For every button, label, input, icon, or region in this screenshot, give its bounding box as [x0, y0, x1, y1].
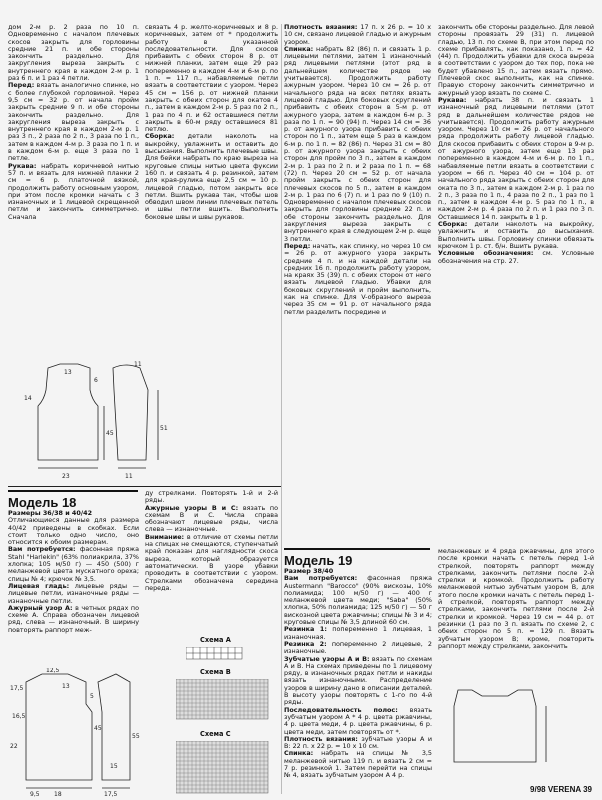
m19-need: фасонная пряжа Austermann "Barocco" (90% вискозы, 10% полиамида; 100 м/50 г) — 400 г меланжевой цвета меди; "Saba" (50% хлопка, 50% полиамида; 125 м/50 г) — 50 г вискозной цвета ржавчины; спицы № 3 и 4; круговые спицы № 3,5 длиной 60 см. [284, 574, 432, 627]
lead-plot: Плотность вязания: [284, 23, 358, 31]
m18-dim-l: 15 [110, 763, 118, 770]
col4-uo: см. Условные обозначения на стр. 27. [438, 249, 594, 265]
lead-uo: Условные обозначения: [438, 249, 534, 258]
m19-zub: вязать по схемам А и В. На схемах приведены по 1 лицевому ряду, в изнаночных рядах петли и накиды вязать изнаночными. Распределение узоров в ширину дано в описании деталей. В высоту узоры повторять с 1-го по 4-й ряды. [284, 654, 432, 707]
model19-sizes: Размер 38/40 [284, 567, 334, 575]
m19-rez1-lead: Резинка 1: [284, 625, 327, 634]
pattern-diagram-model19 [438, 686, 588, 766]
m19-rez2-lead: Резинка 2: [284, 639, 327, 648]
col2-sborka: детали наколоть на выкройку, увлажнить и оставить до высыхания. Выполнить плечевые швы. Для бейки набрать по краю выреза на круговые спицы нитью цвета фуксии 160 п. и связать 4 р. резинкой, затем для края-рулика еще 2,5 см = 10 р. лицевой гладью, потом закрыть все петли. Вшить рукава так, чтобы шов обводил швом линии плечевых петель и швы петли вшить. Выполнить боковые швы и швы рукавов. [145, 132, 278, 221]
schema-a-grid [186, 647, 246, 661]
model18-lic: лицевые ряды — лицевые петли, изнаночные ряды — изнаночные петли. [8, 581, 139, 605]
page-footer: 9/98 VERENA 39 [530, 785, 592, 794]
m18-dim-b: 13 [62, 683, 70, 690]
m18-dim-i: 9,5 [30, 791, 40, 798]
section-divider [8, 486, 282, 487]
schema-c-title: Схема С [200, 730, 231, 738]
lead-pered3: Перед: [284, 241, 311, 250]
model18-title: Модель 18 [8, 495, 77, 510]
model18-col2a: ду стрелками. Повторять 1-й и 2-й ряды. [145, 489, 278, 505]
dim-11b: 11 [134, 361, 142, 368]
col3-pered: начать, как спинку, но через 10 см = 26 р. от ажурного узора закрыть средние 4 п. и на каждой детали на средних 16 п. продолжить работу узором, на краях 35 (39) п. с обеих сторон от него вязать лицевой гладью. Убавки для боковых скруглений и пройм выполнить, как на спинке. Для V-образного выреза через 35 см = 91 р. от начального ряда петли разделить посредине и [284, 241, 431, 316]
model18-heading [8, 490, 138, 510]
model18-vn: в отличие от схемы петли на спицах не смещаются, ступенчатый край показан для наглядности скоса выреза, который образуется автоматически. В узоре убавки проводить в соответствии с узором. Стрелками обозначена середина переда. [145, 532, 278, 592]
col3-plot: 17 п. х 26 р. = 10 х 10 см, связано лицевой гладью и ажурным узором. [284, 23, 431, 46]
m18-dim-g: 45 [94, 725, 102, 732]
model18-need: фасонная пряжа Stahl "Harlekin" (63% полиакрила, 37% хлопка; 105 м/50 г) — 450 (500) г меланжевой цвета мускатного ореха; спицы № 4; крючок № 3,5. [8, 545, 139, 583]
col4-sborka: детали наколоть на выкройку, увлажнить и оставить до высыхания. Выполнить швы. Горловину спинки обвязать крючком 1 р. ст. б/н. Вшить рукава. [438, 220, 594, 250]
dim-51: 51 [160, 425, 168, 432]
m18-dim-a: 12,5 [46, 668, 60, 674]
model18-azh: в четных рядах по схеме А. Справа обозначен лицевой ряд, слева — изнаночный. В ширину повторять раппорт меж- [8, 603, 139, 634]
m19-zub-lead: Зубчатые узоры А и В: [284, 654, 370, 663]
m19-pos-lead: Последовательность полос: [284, 705, 398, 714]
pattern-diagram-model18 [6, 668, 146, 798]
schema-c-grid [176, 741, 272, 797]
col3-top-text [284, 24, 431, 316]
m19-spinka: набрать на спицы № 3,5 меланжевой нитью 119 п. и вязать 2 см = 7 р. резинкой 1. Затем перейти на спицы № 4, вязать зубчатым узором А 4 р. [284, 749, 432, 780]
model18-vn-lead: Внимание: [145, 532, 185, 541]
model18-bc-lead: Ажурные узоры В и С: [145, 503, 239, 512]
m18-dim-h: 55 [132, 733, 140, 740]
model19-col2 [438, 548, 594, 650]
m18-dim-e: 16,5 [12, 713, 26, 720]
m19-pos: вязать зубчатым узором А * 4 р. цвета ржавчины, 4 р. цвета меди, 4 р. цвета ржавчины, 6 р. цвета меди, затем повторять от *. [284, 705, 433, 736]
lead-spinka: Спинка: [284, 44, 314, 53]
model19-col1 [284, 568, 432, 780]
m18-dim-f: 22 [10, 743, 18, 750]
dim-6: 6 [94, 377, 98, 384]
model18-sizes: Размеры 36/38 и 40/42 [8, 509, 93, 517]
col1-top-text [8, 24, 139, 221]
m19-col2: меланжевых и 4 ряда ржавчины, для этого после кромки начать с петель перед 1-й стрелкой, повторять раппорт между стрелками, закончить петлями после 2-й стрелки и кромкой. Продолжить работу меланжевой нитью зубчатым узором В, для этого после кромки начать с петель перед 1-й стрелкой, повторять раппорт между стрелками, закончить петлями после 2-й стрелки и кромкой. Через 19 см = 44 р. от резинки (1 раз по 3 п. вязать по схеме 2, с обеих сторон по 5 п. = 129 п. Вязать зубчатым узором В; кроме, повторить раппорт между стрелками, закончить [438, 547, 594, 650]
model18-azh-lead: Ажурный узор А: [8, 603, 73, 612]
m18-dim-c: 17,5 [10, 685, 24, 692]
lead-sborka: Сборка: [145, 132, 175, 141]
dim-14: 14 [24, 395, 32, 402]
m18-dim-d: 5 [90, 693, 94, 700]
col4-top-text [438, 24, 594, 265]
model18-col2 [145, 490, 278, 592]
lead-rukava: Рукава: [8, 161, 37, 170]
model18-bc: вязать по схемам В и С. Числа справа обозначают лицевые ряды, числа слева — изнаночные. [145, 503, 278, 534]
dim-13: 13 [64, 369, 72, 376]
col-sep-1 [281, 24, 282, 794]
dim-11a: 11 [125, 473, 133, 480]
m19-spinka-lead: Спинка: [284, 749, 314, 758]
col1-p1: дом 2-м р. 2 раза по 10 п. Одновременно с началом плечевых скосов закрыть для горловины средние 21 п. и обе стороны закончить раздельно. Для закругления выреза закрыть с внутреннего края в каждом 2-м р. 1 раз 6 п. и 1 раз 4 петли. [8, 23, 139, 83]
model18-col1 [8, 510, 139, 634]
schema-b-title: Схема В [200, 668, 231, 676]
schema-b-grid [176, 679, 272, 723]
col4-text: закончить обе стороны раздельно. Для левой стороны провязать 29 (31) п. лицевой гладью, 13 п. по схеме B, при этом перед по схеме прибавлять, как показано, 1 п. = 42 (44) п. Продолжить убавки для скоса выреза в соответствии с узором до тех пор, пока не будет убавлено 15 п., затем вязать прямо. Плечевой скос выполнить, как на спинке. Правую сторону закончить симметрично и ажурный узор вязать по схеме C. [438, 23, 594, 97]
pattern-diagram-top [8, 360, 198, 490]
col3-spinka: набрать 82 (86) п. и связать 1 р. лицевыми петлями, затем 1 изнаночный ряд лицевыми петлями (этот ряд в дальнейшем количестве рядов не учитывается). Продолжить работу ажурным узором. Через 10 см = 26 р. от начального ряда на всех петлях вязать лицевой гладью. Для боковых скруглений прибавить с обеих сторон в 5-м р. от ажурного узора, затем в каждом 6-м р. 3 раза по 1 п. = 90 (94) п. Через 14 см = 36 р. от ажурного узора прибавить с обеих сторон по 1 п., затем еще 5 раз в каждом 6-м р. по 1 п. = 82 (86) п. Через 31 см = 80 р. от ажурного узора закрыть с обеих сторон для пройм по 3 п., затем в каждом 2-м р. 1 раз по 2 п. и 2 раза по 1 п. = 68 (72) п. Через 20 см = 52 р. от начала пройм закрыть с обеих сторон для плечевых скосов по 5 п., затем в каждом 2-м р. 1 раз по 6 (7) п. и 1 раз по 9 (10) п. Одновременно с началом плечевых скосов закрыть для горловины средние 22 п. и обе стороны закончить раздельно. Для закругления выреза закрыть с внутреннего края в следующем 2-м р. еще 3 петли. [284, 44, 431, 243]
lead-pered: Перед: [8, 81, 35, 90]
dim-45: 45 [106, 430, 114, 437]
schema-a-title: Схема А [200, 636, 231, 644]
col2-top-text [145, 24, 278, 221]
dim-23: 23 [62, 473, 70, 480]
m19-need-lead: Вам потребуется: [284, 574, 358, 583]
m19-rez2: попеременно 2 лицевые, 2 изнаночные. [284, 639, 432, 656]
col2-text: связать 4 р. желто-коричневых и 8 р. коричневых, затем от * продолжить работу в указанной последовательности. Для скосов прибавить с обеих сторон 8 р. от нижней планки, затем еще 29 раз попеременно в каждом 4-м и 6-м р. по 1 п. = 117 п., набавляемые петли вязать в соответствии с узором. Через 45 см = 156 р. от нижней планки закрыть с обеих сторон для окатов 4 п., затем в каждом 2-м р. 5 раз по 2 п., 1 раз по 4 п. и 62 оставшиеся петли закрыть в 60-м ряду оставшиеся 81 петлю. [145, 23, 278, 134]
model18-lic-lead: Лицевая гладь: [8, 581, 70, 590]
model18-need-lead: Вам потребуется: [8, 545, 76, 554]
col1-p2: вязать аналогично спинке, но с более глубокой горловиной. Через 9,5 см = 32 р. от начала пройм закрыть средние 9 п. и обе стороны закончить раздельно. Для закругления выреза закрыть с внутреннего края в каждом 2-м р. 1 раз 3 п., 2 раза по 2 п., 3 раза по 1 п., затем в каждом 4-м р. 3 раза по 1 п. и в каждом 6-м р. еще 3 раза по 1 петле. [8, 81, 139, 163]
m19-rez1: попеременно 1 лицевая, 1 изнаночная. [284, 625, 432, 641]
col4-rukava: набрать 38 п. и связать 1 изнаночный ряд лицевыми петлями (этот ряд в дальнейшем количестве рядов не учитывается). Продолжить работу ажурным узором. Через 10 см = 26 р. от начального ряда продолжить работу лицевой гладью. Для скосов прибавить с обеих сторон в 9-м р. от ажурного узора, затем еще 13 раз попеременно в каждом 4-м и 6-м р. по 1 п., набавляемые петли вязать в соответствии с узором = 66 п. Через 40 см = 104 р. от начального ряда закрыть с обеих сторон для оката по 3 п., затем в каждом 2-м р. 1 раз по 2 п., 3 раза по 1 п., 4 раза по 2 п., 1 раз по 1 п., затем в каждом 4-м р. 5 раз по 1 п., в каждом 2-м р. 4 раза по 2 п. и 1 раз по 3 п. Оставшиеся 14 п. закрыть в 1 р. [438, 95, 594, 221]
lead-sborka4: Сборка: [438, 220, 468, 229]
m19-plot-lead: Плотность вязания: [284, 734, 358, 743]
col1-p3: набрать коричневой нитью 57 п. и вязать для нижней планки 2 см = 6 р. платочной вязкой, продолжить работу основным узором, при этом после кромки начать с 3 изнаночных и 1 лицевой скрещенной петли и закончить симметрично. Сначала [8, 161, 139, 221]
lead-rukava4: Рукава: [438, 95, 467, 104]
model19-title: Модель 19 [284, 553, 353, 568]
m18-dim-k: 17,5 [104, 791, 118, 798]
m18-dim-j: 18 [54, 791, 62, 798]
model18-intro: Отличающиеся данные для размера 40/42 приведены в скобках. Если стоит только одно число, оно относится к обоим размерам. [8, 516, 139, 547]
model19-heading [284, 548, 430, 568]
m19-plot: зубчатые узоры А и В: 22 п. х 22 р. = 10 х 10 см. [284, 734, 432, 751]
